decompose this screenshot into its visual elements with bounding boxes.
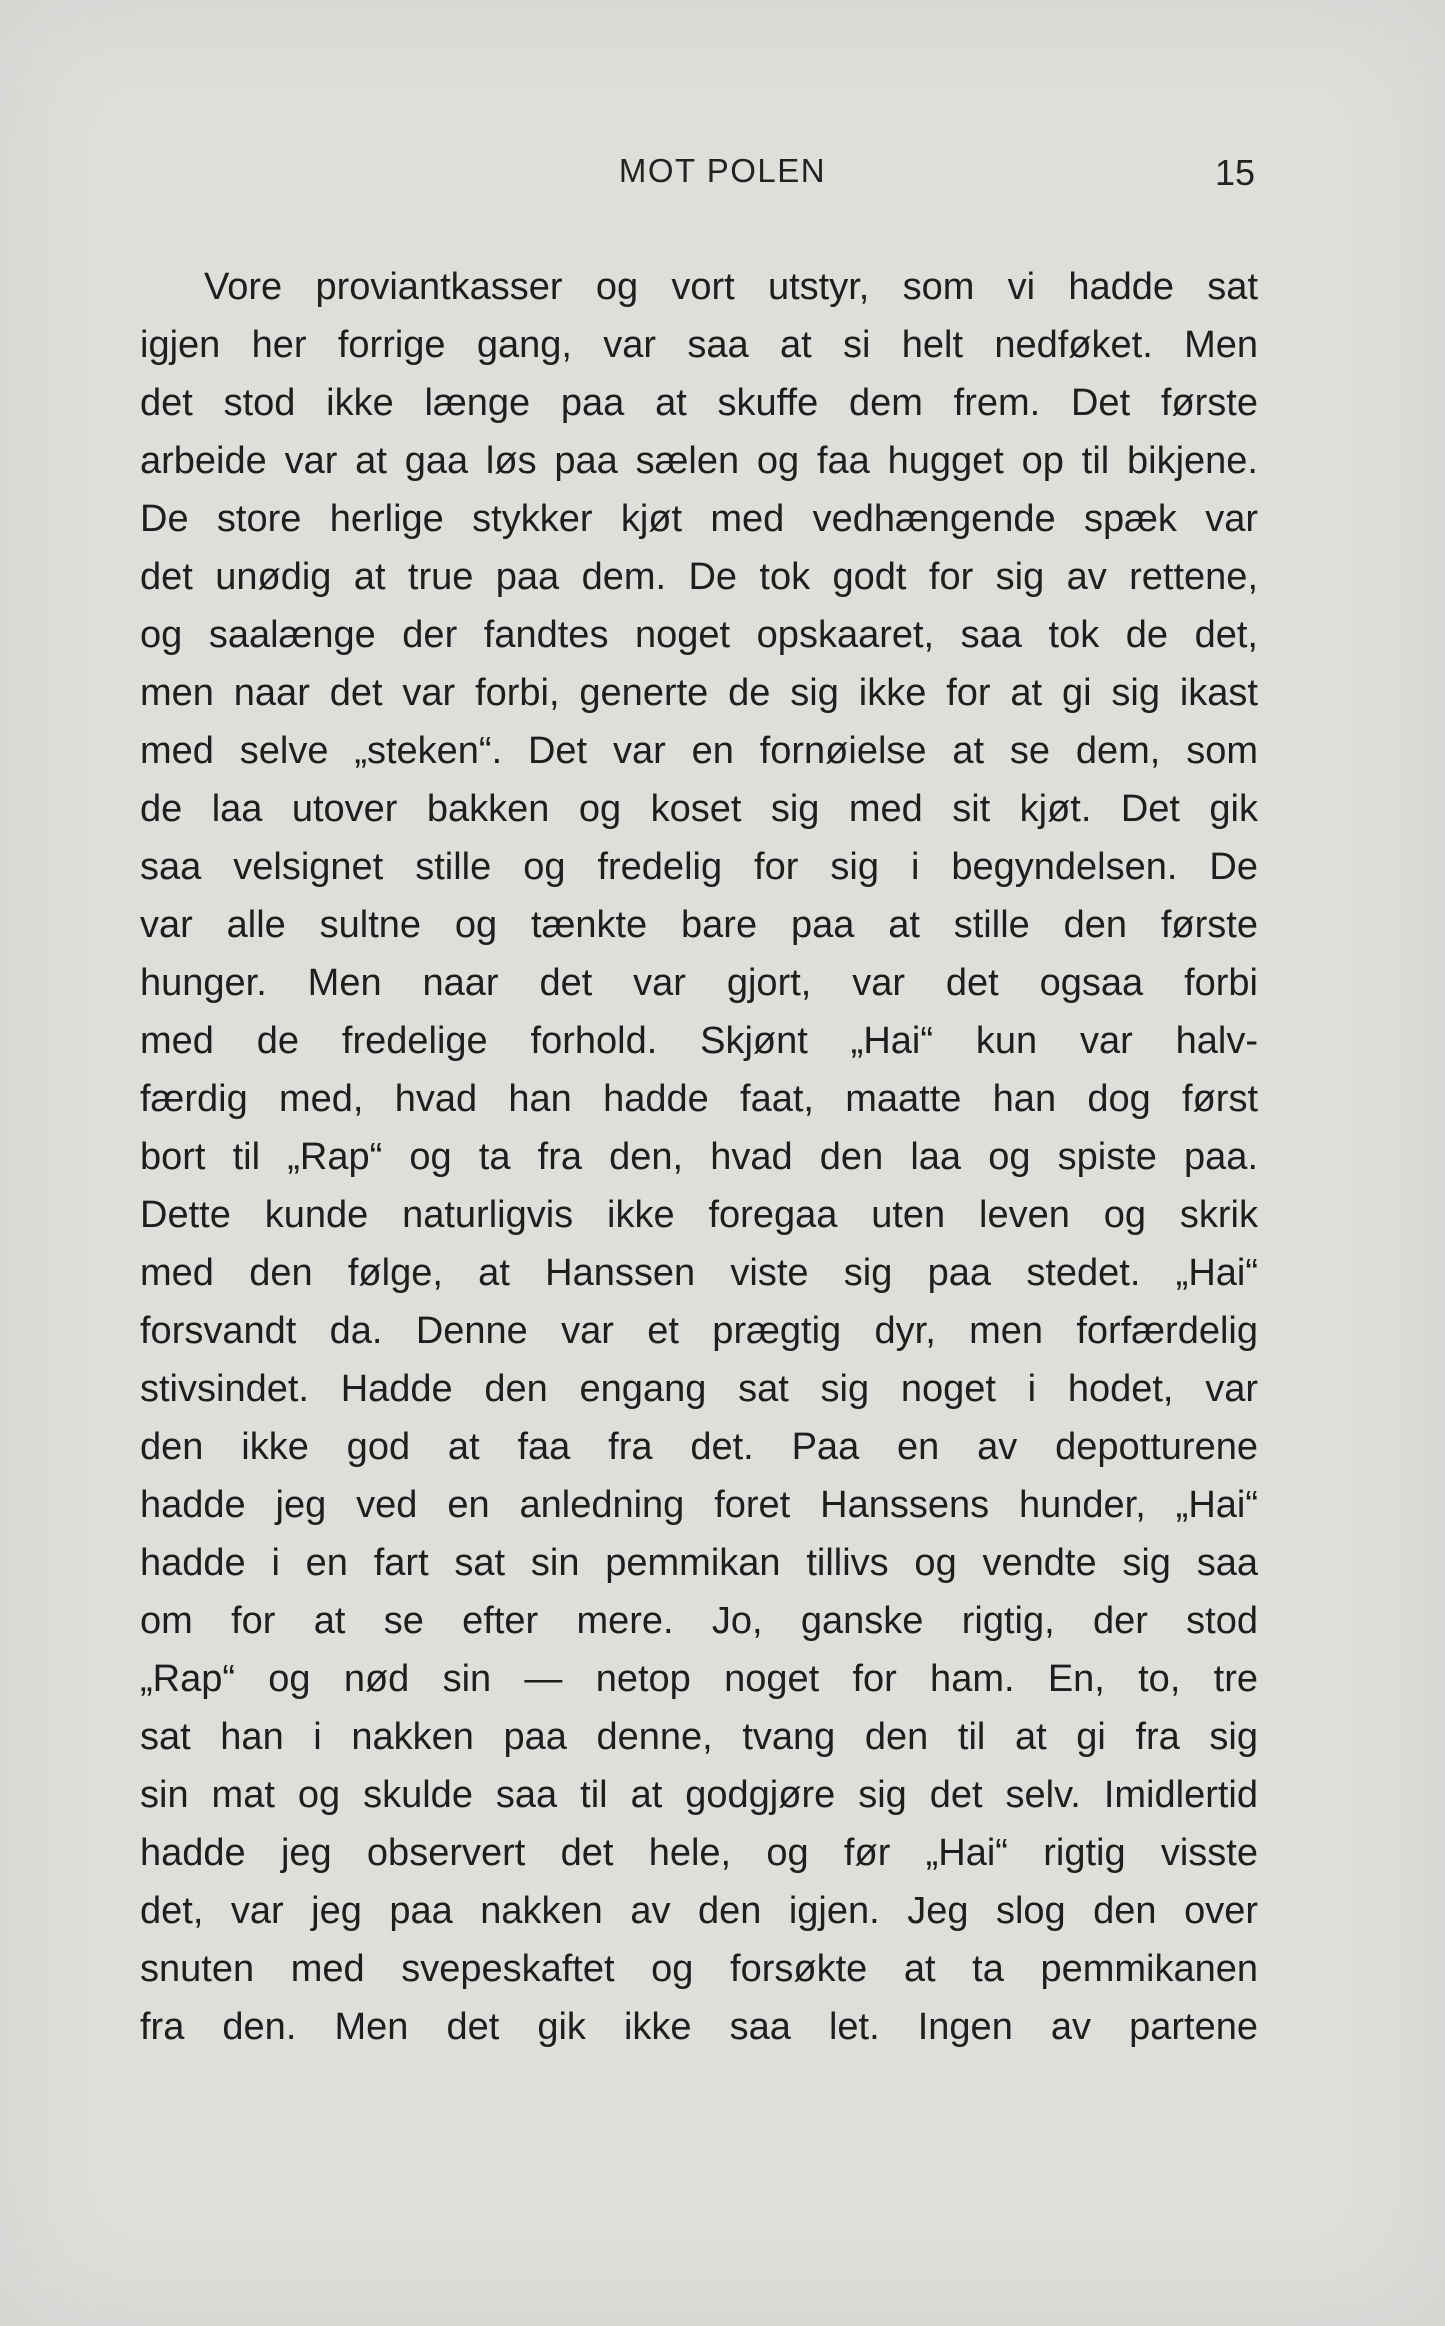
text-line: forsvandt da. Denne var et prægtig dyr, men forfærdelig [140, 1310, 1258, 1352]
text-line: bort til „Rap“ og ta fra den, hvad den laa og spiste paa. [140, 1136, 1258, 1178]
text-line: med den følge, at Hanssen viste sig paa stedet. „Hai“ [140, 1252, 1258, 1294]
text-line: sin mat og skulde saa til at godgjøre sig det selv. Imidlertid [140, 1774, 1258, 1816]
text-line: var alle sultne og tænkte bare paa at stille den første [140, 904, 1258, 946]
text-line: Dette kunde naturligvis ikke foregaa uten leven og skrik [140, 1194, 1258, 1236]
text-line: det unødig at true paa dem. De tok godt for sig av rettene, [140, 556, 1258, 598]
text-line: hunger. Men naar det var gjort, var det ogsaa forbi [140, 962, 1258, 1004]
text-line: det stod ikke længe paa at skuffe dem frem. Det første [140, 382, 1258, 424]
text-line: „Rap“ og nød sin — netop noget for ham. En, to, tre [140, 1658, 1258, 1700]
text-line: De store herlige stykker kjøt med vedhængende spæk var [140, 498, 1258, 540]
text-line: med de fredelige forhold. Skjønt „Hai“ kun var halv- [140, 1020, 1258, 1062]
running-head [0, 152, 1445, 202]
text-line: igjen her forrige gang, var saa at si helt nedføket. Men [140, 324, 1258, 366]
text-line: det, var jeg paa nakken av den igjen. Jeg slog den over [140, 1890, 1258, 1932]
page-number: 15 [1215, 152, 1256, 193]
text-line: hadde i en fart sat sin pemmikan tillivs og vendte sig saa [140, 1542, 1258, 1584]
text-line: men naar det var forbi, generte de sig ikke for at gi sig ikast [140, 672, 1258, 714]
text-line: hadde jeg ved en anledning foret Hanssens hunder, „Hai“ [140, 1484, 1258, 1526]
text-line: med selve „steken“. Det var en fornøielse at se dem, som [140, 730, 1258, 772]
text-line: om for at se efter mere. Jo, ganske rigtig, der stod [140, 1600, 1258, 1642]
text-line: færdig med, hvad han hadde faat, maatte han dog først [140, 1078, 1258, 1120]
text-line: arbeide var at gaa løs paa sælen og faa hugget op til bikjene. [140, 440, 1258, 482]
text-line: og saalænge der fandtes noget opskaaret, saa tok de det, [140, 614, 1258, 656]
text-line: fra den. Men det gik ikke saa let. Ingen av partene [140, 2006, 1258, 2048]
body-text [140, 258, 1258, 2056]
text-line: Vore proviantkasser og vort utstyr, som vi hadde sat [204, 266, 1258, 308]
text-line: sat han i nakken paa denne, tvang den til at gi fra sig [140, 1716, 1258, 1758]
text-line: de laa utover bakken og koset sig med sit kjøt. Det gik [140, 788, 1258, 830]
running-title: MOT POLEN [618, 152, 827, 189]
text-line: saa velsignet stille og fredelig for sig i begyndelsen. De [140, 846, 1258, 888]
text-line: den ikke god at faa fra det. Paa en av depotturene [140, 1426, 1258, 1468]
text-line: stivsindet. Hadde den engang sat sig noget i hodet, var [140, 1368, 1258, 1410]
text-line: snuten med svepeskaftet og forsøkte at ta pemmikanen [140, 1948, 1258, 1990]
text-line: hadde jeg observert det hele, og før „Hai“ rigtig visste [140, 1832, 1258, 1874]
